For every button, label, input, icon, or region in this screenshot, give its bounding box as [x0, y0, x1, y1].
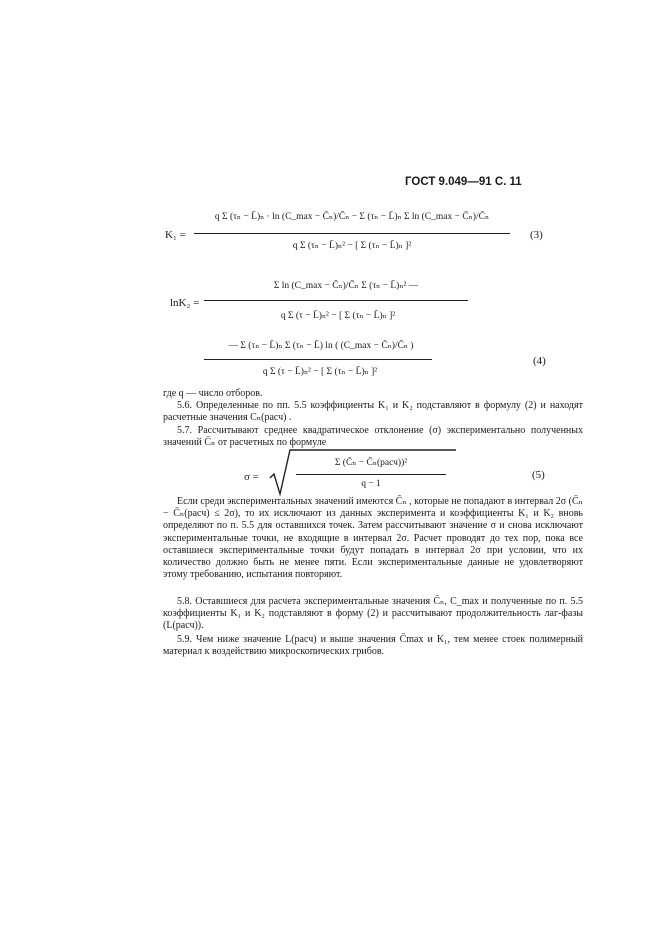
formula-3-number: (3) [530, 229, 543, 241]
formula-4-number: (4) [533, 355, 546, 367]
formula-5-number: (5) [532, 469, 545, 481]
formula-4-denominator-1: q Σ (τ − L̄)ₙ² − [ Σ (τₙ − L̄)ₙ ]² [280, 311, 396, 321]
radical-sign-icon [268, 448, 458, 498]
formula-4-lhs: lnK₂ = [170, 297, 200, 309]
page-header: ГОСТ 9.049—91 С. 11 [405, 176, 522, 188]
formula-5-lhs: σ = [244, 471, 259, 483]
fraction-bar [204, 300, 468, 301]
fraction-bar [204, 359, 432, 360]
formula-5-numerator: Σ (C̄ₙ − C̄ₙ(расч))² [334, 458, 408, 468]
formula-3-numerator: q Σ (τₙ − L̄)ₙ · ln (C_max − C̄ₙ)/C̄ₙ − Σ (τₙ − L̄)ₙ Σ ln (C_max − C̄ₙ)/C̄ₙ [214, 212, 490, 222]
paragraph-5-8 [163, 596, 583, 633]
paragraph-5-8-text: 5.8. Оставшиеся для расчета экспериментальные значения C̄ₙ, C_max и полученные по п. 5.5 коэффициенты K₁ и K₂ подставляют в форму (2) и рассчитывают продолжительность лаг-фазы (L(расч)). [163, 596, 583, 632]
formula-4-numerator-2: — Σ (τₙ − L̄)ₙ Σ (τₙ − L̄) ln ( (C_max − C̄ₙ)/C̄ₙ ) [228, 341, 414, 351]
paragraph-5-6 [163, 400, 583, 424]
paragraph-5-7 [163, 425, 583, 449]
formula-4-numerator-1: Σ ln (C_max − C̄ₙ)/C̄ₙ Σ (τₙ − L̄)ₙ² — [273, 281, 419, 291]
formula-4-denominator-2: q Σ (τ − L̄)ₙ² − [ Σ (τₙ − L̄)ₙ ]² [262, 367, 378, 377]
formula-3-denominator: q Σ (τₙ − L̄)ₙ² − [ Σ (τₙ − L̄)ₙ ]² [292, 241, 412, 251]
formula-5-denominator: q − 1 [361, 479, 381, 489]
fraction-bar [296, 474, 446, 475]
paragraph-5-9-text: 5.9. Чем ниже значение L(расч) и выше значения C̄max и K₁, тем менее стоек полимерный материал к воздействию микроскопических грибов. [163, 634, 583, 658]
paragraph-5-7-continued-text: Если среди экспериментальных значений имеются C̄ₙ , которые не попадают в интервал 2σ (C̄ₙ − C̄ₙ(расч) ≤ 2σ), то их исключают из данных эксперимента и коэффициенты K₁ и K₂ вновь определяют по п. 5.5 для оставшихся точек. Затем рассчитывают значение σ и снова исключают экспериментальные точки, не входящие в интервал 2σ. Расчет проводят до тех пор, пока все оставшиеся экспериментальные точки будут попадать в интервал 2σ при условии, что их количество должно быть не менее пяти. Если экспериментальные данные не удовлетворяют этому требованию, испытания повторяют. [163, 496, 583, 581]
formula-3-lhs: K₁ = [165, 229, 186, 241]
paragraph-5-7-text: 5.7. Рассчитывают среднее квадратическое отклонение (σ) экспериментально полученных значений C̄ₙ от расчетных по формуле [163, 425, 583, 449]
where-line: где q — число отборов. [163, 388, 263, 399]
paragraph-5-7-continued [163, 496, 583, 581]
paragraph-5-6-text: 5.6. Определенные по пп. 5.5 коэффициенты K₁ и K₂ подставляют в формулу (2) и находят расчетные значения Cₙ(расч) . [163, 400, 583, 424]
fraction-bar [194, 233, 510, 234]
paragraph-5-9 [163, 634, 583, 658]
